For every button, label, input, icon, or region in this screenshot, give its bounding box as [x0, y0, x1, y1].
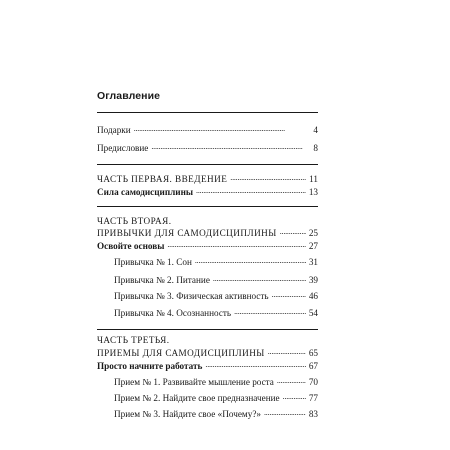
entry-title: ЧАСТЬ ПЕРВАЯ. ВВЕДЕНИЕ	[97, 174, 228, 184]
dot-leader	[151, 140, 310, 153]
entry-page: 67	[308, 361, 318, 371]
entry-title: Привычка № 4. Осознанность	[114, 308, 232, 318]
dot-leader	[277, 374, 306, 387]
dot-leader	[280, 225, 306, 238]
entry-title: Прием № 1. Развивайте мышление роста	[114, 377, 274, 387]
entry-page: 31	[308, 257, 318, 267]
dot-leader	[195, 254, 306, 267]
entry-title: ПРИВЫЧКИ ДЛЯ САМОДИСЦИПЛИНЫ	[97, 228, 277, 238]
toc-entry-habit3	[97, 288, 318, 302]
dot-leader	[134, 122, 311, 135]
entry-page: 8	[313, 143, 318, 153]
part3-label: ЧАСТЬ ТРЕТЬЯ.	[97, 335, 170, 345]
entry-title: Просто начните работать	[97, 361, 203, 371]
toc-entry-basics	[97, 238, 318, 252]
toc-entry-part2	[97, 225, 318, 239]
toc-heading: Оглавление	[97, 90, 161, 102]
entry-title: Прием № 2. Найдите свое предназначение	[114, 393, 280, 403]
entry-title: Привычка № 3. Физическая активность	[114, 291, 269, 301]
entry-title: Прием № 3. Найдите свое «Почему?»	[114, 409, 261, 419]
toc-entry-tech3	[97, 406, 318, 420]
entry-title: Подарки	[97, 125, 131, 135]
entry-title: Привычка № 1. Сон	[114, 257, 192, 267]
dot-leader	[230, 171, 306, 184]
entry-title: Привычка № 2. Питание	[114, 275, 210, 285]
entry-page: 54	[308, 308, 318, 318]
dot-leader	[213, 272, 306, 285]
dot-leader	[264, 406, 306, 419]
entry-page: 77	[308, 393, 318, 403]
entry-title: Освойте основы	[97, 241, 165, 251]
entry-page: 11	[309, 174, 318, 184]
dot-leader	[167, 238, 305, 251]
divider	[97, 112, 318, 113]
entry-page: 46	[308, 291, 318, 301]
entry-page: 27	[308, 241, 318, 251]
toc-entry-tech2	[97, 390, 318, 404]
entry-page: 13	[308, 187, 318, 197]
toc-entry-power	[97, 184, 318, 198]
divider	[97, 164, 318, 165]
entry-page: 39	[308, 275, 318, 285]
entry-page: 83	[308, 409, 318, 419]
toc-entry-preface	[97, 140, 318, 154]
divider	[97, 329, 318, 330]
toc-entry-tech1	[97, 374, 318, 388]
toc-entry-gifts	[97, 122, 318, 136]
toc-entry-startwork	[97, 358, 318, 372]
entry-page: 70	[308, 377, 318, 387]
dot-leader	[272, 288, 306, 301]
entry-title: Предисловие	[97, 143, 149, 153]
toc-entry-part1	[97, 171, 318, 185]
toc-entry-habit4	[97, 305, 318, 319]
dot-leader	[283, 390, 306, 403]
part2-label: ЧАСТЬ ВТОРАЯ.	[97, 216, 172, 226]
entry-page: 25	[308, 228, 318, 238]
toc-entry-habit2	[97, 272, 318, 286]
toc-entry-habit1	[97, 254, 318, 268]
dot-leader	[234, 305, 306, 318]
toc-entry-part3	[97, 345, 318, 359]
entry-title: Сила самодисциплины	[97, 187, 194, 197]
entry-page: 4	[313, 125, 318, 135]
dot-leader	[205, 358, 305, 371]
dot-leader	[268, 345, 306, 358]
divider	[97, 206, 318, 207]
entry-page: 65	[308, 348, 318, 358]
entry-title: ПРИЕМЫ ДЛЯ САМОДИСЦИПЛИНЫ	[97, 348, 265, 358]
dot-leader	[196, 184, 306, 197]
